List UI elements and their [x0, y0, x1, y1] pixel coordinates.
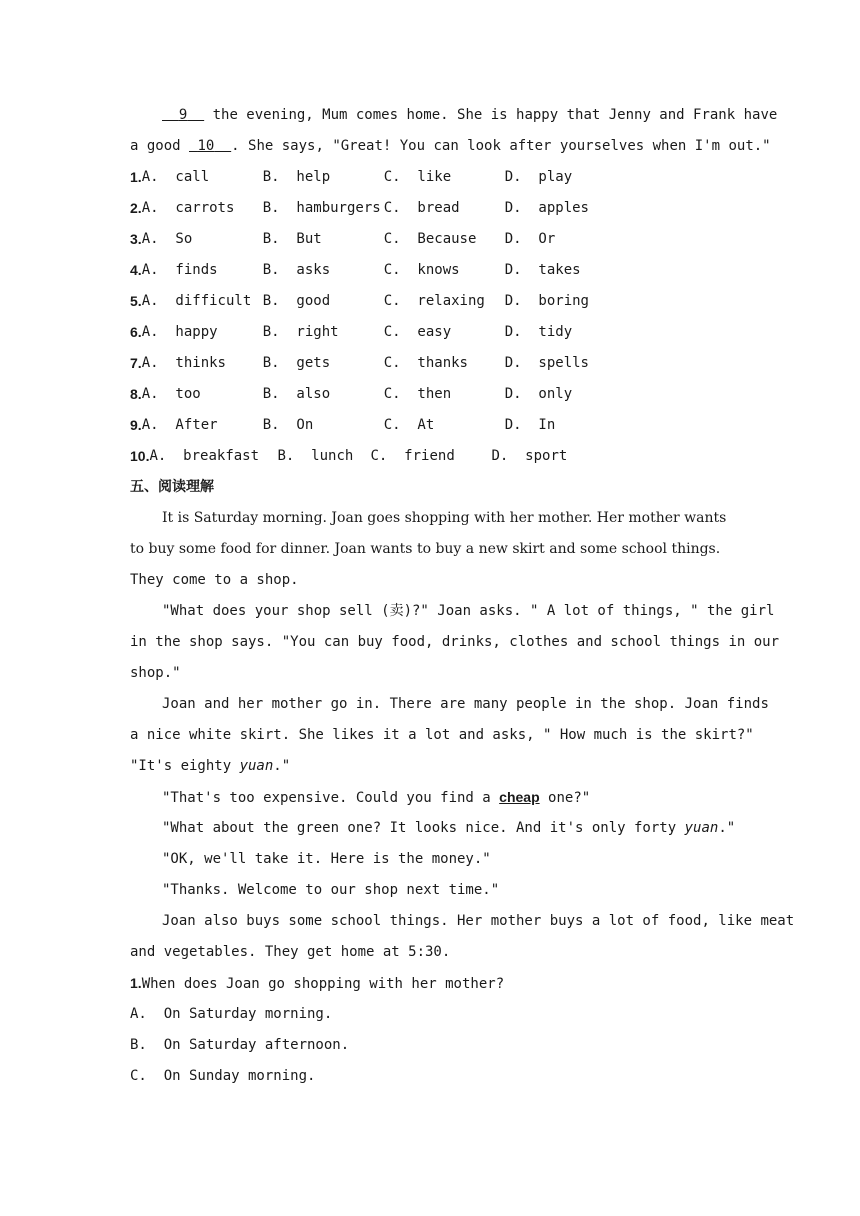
answer-option-a: A. On Saturday morning. [130, 1006, 333, 1022]
highlighted-word: cheap [499, 789, 540, 805]
passage-line: a nice white skirt. She likes it a lot and asks, " How much is the skirt?" [130, 727, 754, 743]
passage-line: Joan also buys some school things. Her mother buys a lot of food, like meat [162, 913, 795, 929]
option-row: 2. A. carrots B. hamburgers C. bread D. apples [130, 200, 589, 216]
passage-line: shop." [130, 665, 181, 681]
option-row: 7. A. thinks B. gets C. thanks D. spells [130, 355, 589, 371]
passage-line: "What does your shop sell (卖)?" Joan asks. " A lot of things, " the girl [162, 603, 775, 619]
passage-line: "That's too expensive. Could you find a cheap one?" [162, 789, 591, 806]
passage-line: "What about the green one? It looks nice. And it's only forty yuan." [162, 820, 736, 836]
passage-line: It is Saturday morning. Joan goes shopping with her mother. Her mother wants [162, 510, 727, 526]
option-row: 6. A. happy B. right C. easy D. tidy [130, 324, 573, 340]
option-row: 4. A. finds B. asks C. knows D. takes [130, 262, 581, 278]
passage-line: "It's eighty yuan." [130, 758, 291, 774]
section-title: 五、阅读理解 [130, 479, 214, 495]
answer-option-b: B. On Saturday afternoon. [130, 1037, 350, 1053]
reading-passage [130, 503, 795, 968]
blank-10: 10 [197, 138, 215, 154]
option-row: 8. A. too B. also C. then D. only [130, 386, 573, 402]
reading-question-1 [130, 968, 732, 1092]
worksheet-page [130, 100, 795, 1092]
option-row: 5. A. difficult B. good C. relaxing D. boring [130, 293, 589, 309]
option-row: 3. A. So B. But C. Because D. Or [130, 231, 556, 247]
passage-line: "OK, we'll take it. Here is the money." [162, 851, 491, 867]
option-row: 1. A. call B. help C. like D. play [130, 169, 573, 185]
passage-line: Joan and her mother go in. There are many people in the shop. Joan finds [162, 696, 769, 712]
option-row: 9. A. After B. On C. At D. In [130, 417, 556, 433]
cloze-line-2: a good 10 . She says, "Great! You can look after yourselves when I'm out." [130, 138, 771, 154]
passage-line: to buy some food for dinner. Joan wants to buy a new skirt and some school things. [130, 541, 721, 557]
option-row: 10. A. breakfast B. lunch C. friend D. sport [130, 448, 568, 464]
answer-option-c: C. On Sunday morning. [130, 1068, 316, 1084]
passage-line: "Thanks. Welcome to our shop next time." [162, 882, 500, 898]
passage-line: in the shop says. "You can buy food, drinks, clothes and school things in our [130, 634, 780, 650]
cloze-line-1: 9 the evening, Mum comes home. She is happy that Jenny and Frank have [130, 100, 732, 131]
passage-line: and vegetables. They get home at 5:30. [130, 944, 451, 960]
passage-line: They come to a shop. [130, 572, 299, 588]
blank-9: 9 [178, 107, 188, 123]
cloze-options [130, 162, 732, 472]
question-stem: 1.When does Joan go shopping with her mother? [130, 975, 505, 992]
